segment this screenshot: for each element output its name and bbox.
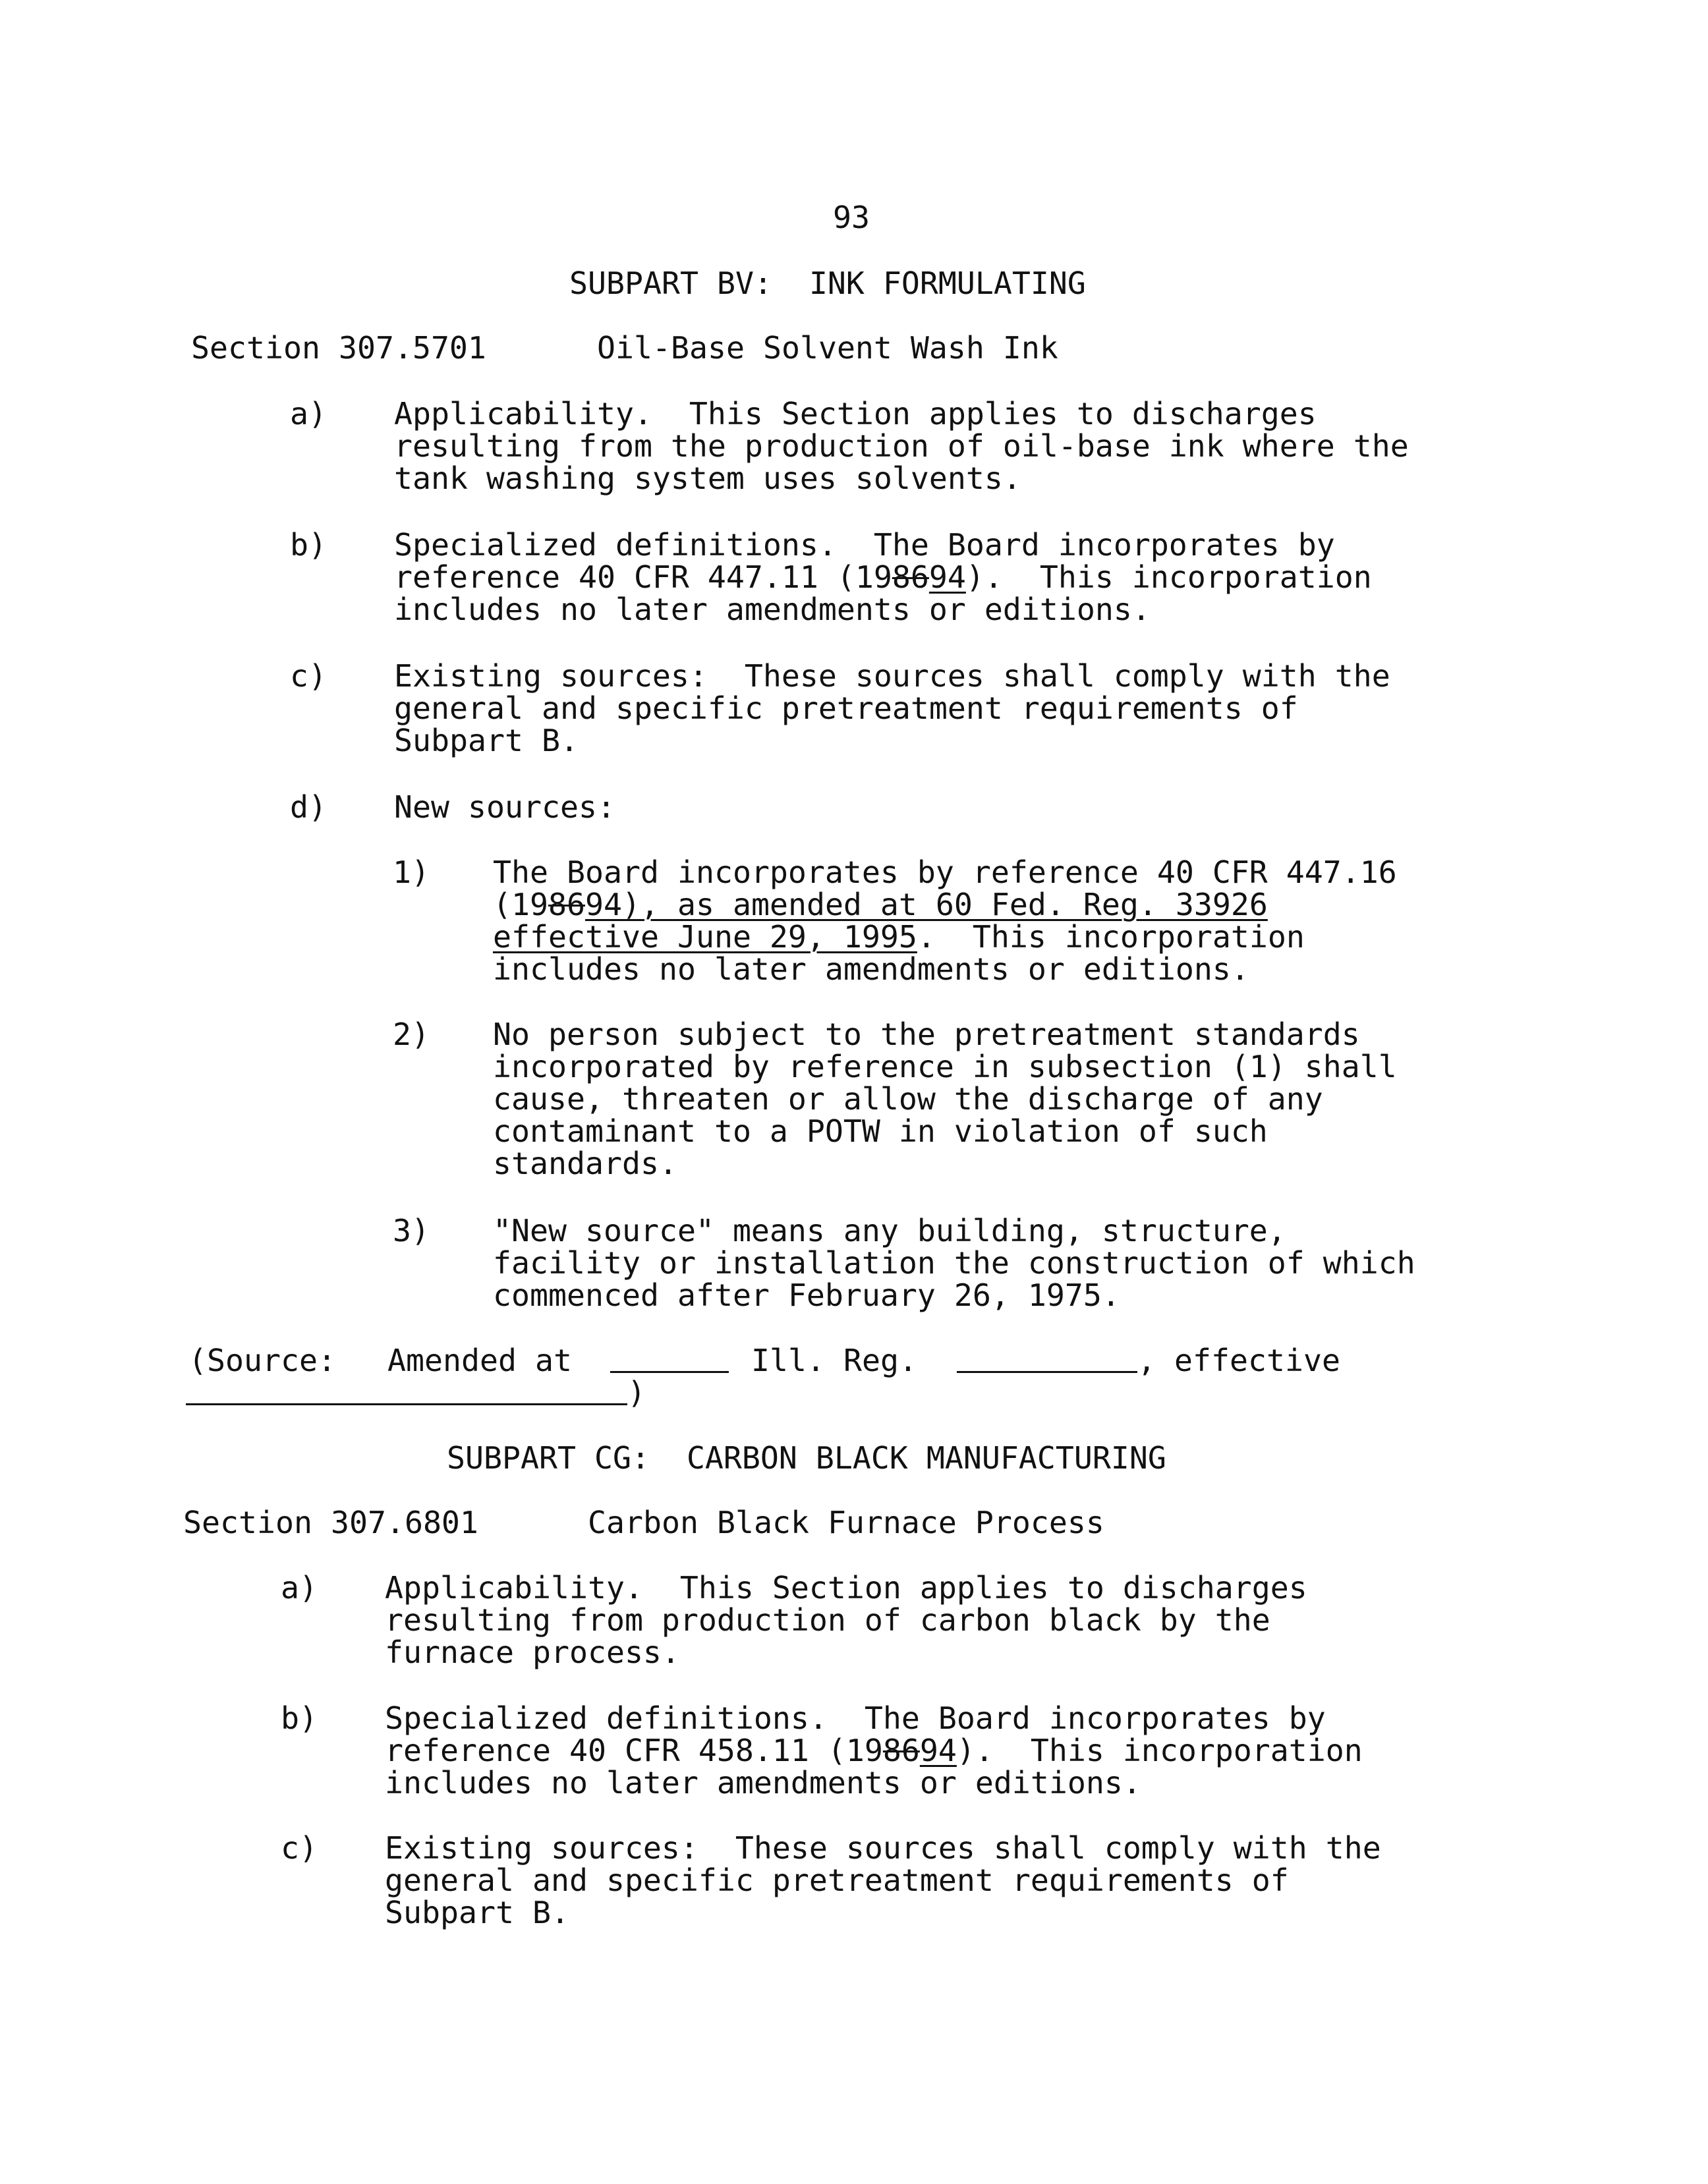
item-marker: a) <box>281 1570 318 1606</box>
section-6801-label: Section 307.6801 <box>183 1505 478 1540</box>
paragraph-line: "New source" means any building, structure, <box>493 1213 1286 1248</box>
paragraph-line <box>493 888 1268 921</box>
paragraph-line: No person subject to the pretreatment standards <box>493 1017 1360 1052</box>
subpart-bv-heading: SUBPART BV: INK FORMULATING <box>569 266 1086 301</box>
paragraph-line: Subpart B. <box>394 723 579 758</box>
paragraph-line: cause, threaten or allow the discharge of any <box>493 1081 1323 1117</box>
subitem-marker: 2) <box>393 1017 430 1052</box>
paragraph-line: contaminant to a POTW in violation of such <box>493 1113 1268 1149</box>
paragraph-line: New sources: <box>394 789 615 825</box>
text-run: reference 40 CFR 458.11 (19 <box>385 1733 883 1768</box>
paragraph-line: general and specific pretreatment requirements of <box>385 1862 1289 1898</box>
volume-blank <box>610 1349 729 1373</box>
struck-text: 86 <box>882 1733 920 1768</box>
struck-text: 86 <box>892 559 929 595</box>
subpart-cg-heading: SUBPART CG: CARBON BLACK MANUFACTURING <box>447 1440 1166 1476</box>
text-run: reference 40 CFR 447.11 (19 <box>394 559 892 595</box>
paragraph-line: Applicability. This Section applies to discharges <box>385 1570 1307 1606</box>
source-ill-reg: Ill. Reg. <box>751 1343 917 1378</box>
section-5701-label: Section 307.5701 <box>191 330 486 366</box>
added-text: 94 <box>919 1733 957 1768</box>
subitem-marker: 3) <box>393 1213 430 1248</box>
paragraph-line: Specialized definitions. The Board incorporates by <box>394 527 1335 563</box>
paragraph-line: Existing sources: These sources shall comply with the <box>385 1830 1381 1866</box>
paragraph-line: Existing sources: These sources shall comply with the <box>394 658 1390 694</box>
text-run: . This incorporation <box>917 919 1305 955</box>
paragraph-line: furnace process. <box>385 1635 680 1670</box>
page-blank <box>957 1349 1137 1373</box>
paragraph-line: facility or installation the construction of which <box>493 1245 1415 1281</box>
paragraph-line <box>385 1734 1363 1767</box>
paragraph-line: includes no later amendments or editions. <box>493 951 1249 987</box>
paragraph-line: incorporated by reference in subsection (1) shall <box>493 1049 1397 1084</box>
paragraph-line: Subpart B. <box>385 1895 569 1930</box>
paragraph-line: The Board incorporates by reference 40 CFR 447.16 <box>493 854 1397 890</box>
paragraph-line: resulting from production of carbon black by the <box>385 1602 1270 1638</box>
paragraph-line: Applicability. This Section applies to discharges <box>394 396 1317 432</box>
paragraph-line: standards. <box>493 1146 677 1181</box>
paragraph-line: commenced after February 26, 1975. <box>493 1277 1120 1313</box>
added-text: 94), as amended at 60 Fed. Reg. 33926 <box>585 887 1268 922</box>
text-run: ). This incorporation <box>965 559 1372 595</box>
paragraph-line <box>493 920 1305 953</box>
paragraph-line: includes no later amendments or editions. <box>385 1765 1141 1801</box>
paragraph-line <box>394 561 1372 594</box>
source-close: ) <box>627 1375 646 1411</box>
item-marker: c) <box>281 1830 318 1866</box>
source-amended: Amended at <box>387 1343 572 1378</box>
item-marker: c) <box>290 658 327 694</box>
section-5701-title: Oil-Base Solvent Wash Ink <box>597 330 1058 366</box>
section-6801-title: Carbon Black Furnace Process <box>588 1505 1104 1540</box>
source-note-line <box>188 1344 336 1377</box>
added-text: 94 <box>928 559 966 595</box>
item-marker: b) <box>290 527 327 563</box>
page-number: 93 <box>833 200 870 235</box>
text-run: (19 <box>493 887 548 922</box>
item-marker: d) <box>290 789 327 825</box>
paragraph-line: Specialized definitions. The Board incorporates by <box>385 1700 1326 1736</box>
paragraph-line: resulting from the production of oil-base ink where the <box>394 428 1409 464</box>
paragraph-line: includes no later amendments or editions. <box>394 592 1151 627</box>
source-effective: , effective <box>1137 1343 1340 1378</box>
item-marker: a) <box>290 396 327 432</box>
paragraph-line: general and specific pretreatment requirements of <box>394 690 1298 726</box>
item-marker: b) <box>281 1700 318 1736</box>
source-label: (Source: <box>188 1343 336 1378</box>
date-blank <box>186 1381 627 1405</box>
added-text: effective June 29, 1995 <box>493 919 917 955</box>
text-run: ). This incorporation <box>956 1733 1363 1768</box>
struck-text: 86 <box>548 887 585 922</box>
paragraph-line: tank washing system uses solvents. <box>394 461 1021 496</box>
subitem-marker: 1) <box>393 854 430 890</box>
